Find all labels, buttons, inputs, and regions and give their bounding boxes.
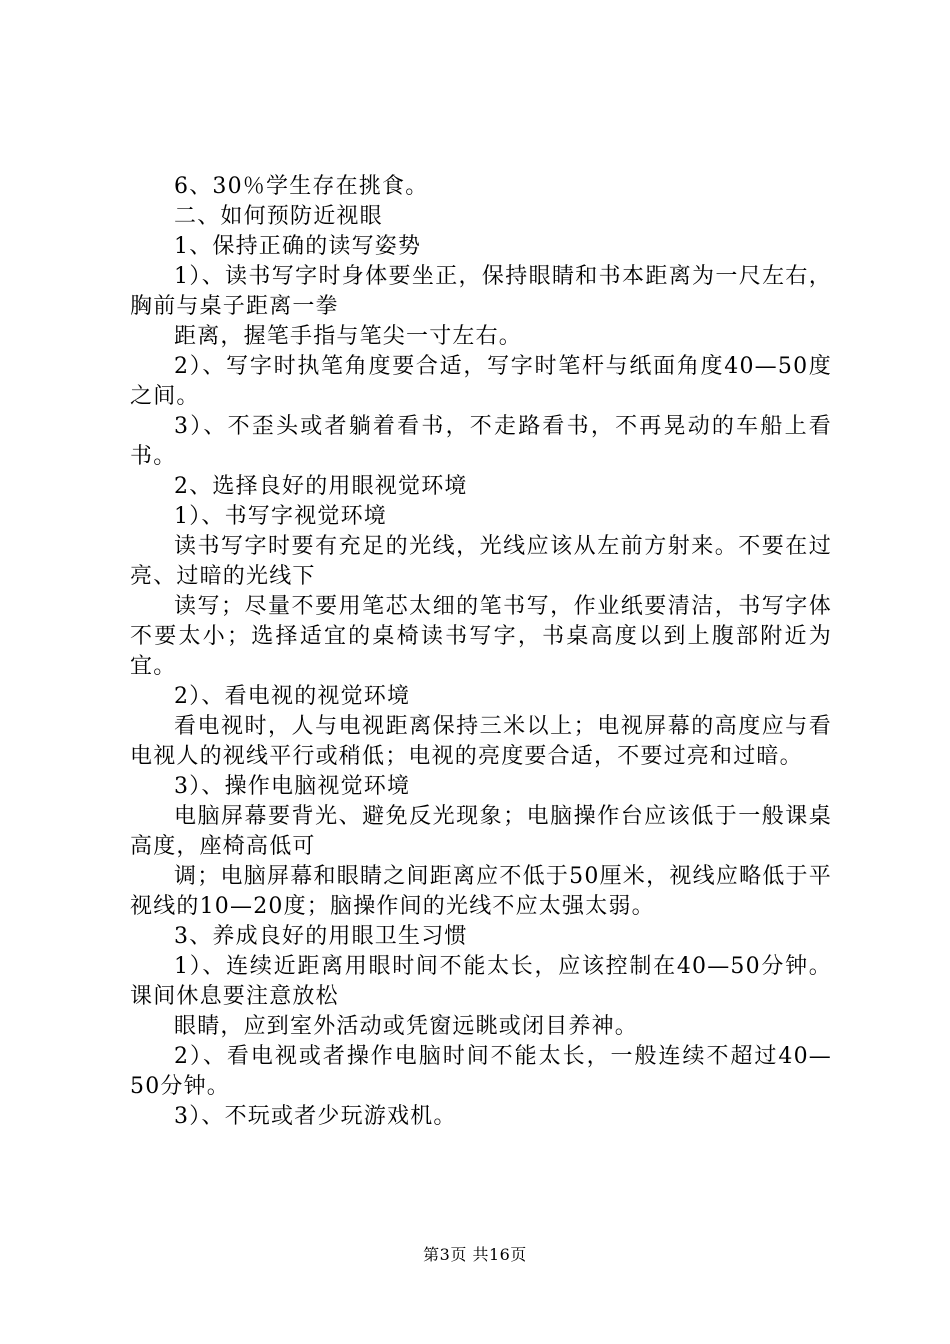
paragraph-habits-2: 2）、看电视或者操作电脑时间不能太长，一般连续不超过40—50分钟。 — [130, 1044, 832, 1099]
paragraph-writing-light: 读书写字时要有充足的光线，光线应该从左前方射来。不要在过亮、过暗的光线下 — [130, 534, 832, 589]
paragraph-habits-3: 3）、不玩或者少玩游戏机。 — [174, 1104, 457, 1129]
paragraph-posture-1: 1）、读书写字时身体要坐正，保持眼睛和书本距离为一尺左右，胸前与桌子距离一拳 — [130, 264, 832, 319]
paragraph-writing-light-cont: 读写；尽量不要用笔芯太细的笔书写，作业纸要清洁，书写字体不要太小；选择适宜的桌椅读书写字，书桌高度以到上腹部附近为宜。 — [130, 594, 832, 679]
paragraph-computer-environment: 电脑屏幕要背光、避免反光现象；电脑操作台应该低于一般课桌高度，座椅高低可 — [130, 804, 832, 859]
paragraph-tv-environment: 看电视时，人与电视距离保持三米以上；电视屏幕的高度应与看电视人的视线平行或稍低；电视的亮度要合适，不要过亮和过暗。 — [130, 714, 832, 769]
heading-computer-environment: 3）、操作电脑视觉环境 — [174, 774, 411, 799]
paragraph-posture-3: 3）、不歪头或者躺着看书，不走路看书，不再晃动的车船上看书。 — [130, 414, 832, 469]
paragraph-computer-environment-cont: 调；电脑屏幕和眼睛之间距离应不低于50厘米，视线应略低于平视线的10—20度；脑操作间的光线不应太强太弱。 — [130, 864, 832, 919]
heading-posture: 1、保持正确的读写姿势 — [174, 234, 422, 259]
heading-environment: 2、选择良好的用眼视觉环境 — [174, 474, 468, 499]
heading-writing-environment: 1）、书写字视觉环境 — [174, 504, 387, 529]
paragraph-habits-1: 1）、连续近距离用眼时间不能太长，应该控制在40—50分钟。课间休息要注意放松 — [130, 954, 832, 1009]
heading-habits: 3、养成良好的用眼卫生习惯 — [174, 924, 468, 949]
paragraph-posture-1-cont: 距离，握笔手指与笔尖一寸左右。 — [174, 324, 523, 349]
paragraph-posture-2: 2）、写字时执笔角度要合适，写字时笔杆与纸面角度40—50度之间。 — [130, 354, 832, 409]
paragraph-picky-eating: 6、30％学生存在挑食。 — [174, 174, 429, 199]
page-number-footer: 第3页 共16页 — [423, 1245, 527, 1264]
heading-tv-environment: 2）、看电视的视觉环境 — [174, 684, 411, 709]
document-body — [130, 172, 832, 1132]
heading-prevent-myopia: 二、如何预防近视眼 — [174, 204, 383, 229]
paragraph-habits-1-cont: 眼睛，应到室外活动或凭窗远眺或闭目养神。 — [174, 1014, 639, 1039]
